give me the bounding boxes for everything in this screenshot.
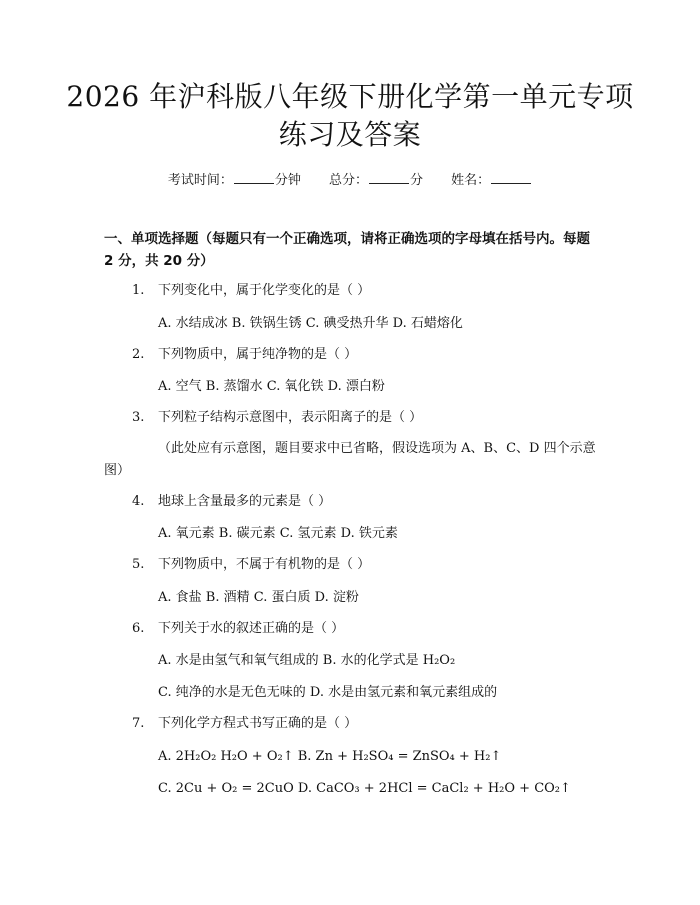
question-7-options-line-2: C. 2Cu + O₂ = 2CuO D. CaCO₃ + 2HCl = CaCl₂ + H₂O + CO₂↑ — [158, 781, 571, 796]
question-text: 下列粒子结构示意图中，表示阳离子的是（ ） — [158, 410, 423, 425]
document-title-line-2: 练习及答案 — [278, 118, 422, 151]
question-7 — [132, 715, 357, 733]
total-score-unit: 分 — [410, 173, 424, 188]
question-6-options-line-2: C. 纯净的水是无色无味的 D. 水是由氢元素和氧元素组成的 — [158, 685, 498, 700]
question-5-options: A. 食盐 B. 酒精 C. 蛋白质 D. 淀粉 — [158, 590, 359, 605]
exam-time-unit: 分钟 — [274, 173, 301, 188]
question-text: 下列物质中，属于纯净物的是（ ） — [158, 347, 358, 362]
question-text: 地球上含量最多的元素是（ ） — [158, 494, 332, 509]
student-name-label: 姓名： — [451, 173, 491, 188]
exam-time-label: 考试时间： — [167, 173, 233, 188]
student-name-blank[interactable] — [491, 172, 531, 184]
question-2-options: A. 空气 B. 蒸馏水 C. 氧化铁 D. 漂白粉 — [158, 379, 385, 394]
question-1 — [132, 282, 370, 300]
question-6 — [132, 620, 344, 638]
question-text: 下列物质中，不属于有机物的是（ ） — [158, 557, 371, 572]
question-number: 6. — [132, 621, 145, 636]
section-heading-single-choice: 一、单项选择题（每题只有一个正确选项，请将正确选项的字母填在括号内。每题 2 分，共 20 分） — [104, 231, 590, 269]
question-3-note: （此处应有示意图，题目要求中已省略，假设选项为 A、B、C、D 四个示意图） — [104, 441, 596, 478]
question-5 — [132, 556, 370, 574]
question-text: 下列关于水的叙述正确的是（ ） — [158, 621, 345, 636]
question-6-options-line-1: A. 水是由氢气和氧气组成的 B. 水的化学式是 H₂O₂ — [158, 653, 456, 668]
question-4-options: A. 氧元素 B. 碳元素 C. 氢元素 D. 铁元素 — [158, 526, 398, 541]
exam-time-field — [168, 173, 305, 188]
question-text: 下列变化中，属于化学变化的是（ ） — [158, 283, 371, 298]
question-number: 5. — [132, 557, 145, 572]
total-score-label: 总分： — [328, 173, 368, 188]
question-number: 7. — [132, 716, 145, 731]
question-7-options-line-1: A. 2H₂O₂ H₂O + O₂↑ B. Zn + H₂SO₄ = ZnSO₄ + H₂↑ — [158, 749, 502, 764]
total-score-field — [329, 173, 427, 188]
question-2 — [132, 346, 357, 364]
question-number: 3. — [132, 410, 145, 425]
question-number: 1. — [132, 283, 145, 298]
question-4 — [132, 493, 331, 511]
question-number: 2. — [132, 347, 145, 362]
document-title-line-1: 2026 年沪科版八年级下册化学第一单元专项 — [66, 80, 634, 113]
question-3 — [132, 409, 422, 427]
student-name-field — [451, 173, 532, 188]
question-text: 下列化学方程式书写正确的是（ ） — [158, 716, 358, 731]
question-1-options: A. 水结成冰 B. 铁锅生锈 C. 碘受热升华 D. 石蜡熔化 — [158, 316, 463, 331]
exam-time-blank[interactable] — [234, 172, 274, 184]
exam-meta-row — [0, 169, 700, 188]
question-number: 4. — [132, 494, 145, 509]
total-score-blank[interactable] — [369, 172, 409, 184]
